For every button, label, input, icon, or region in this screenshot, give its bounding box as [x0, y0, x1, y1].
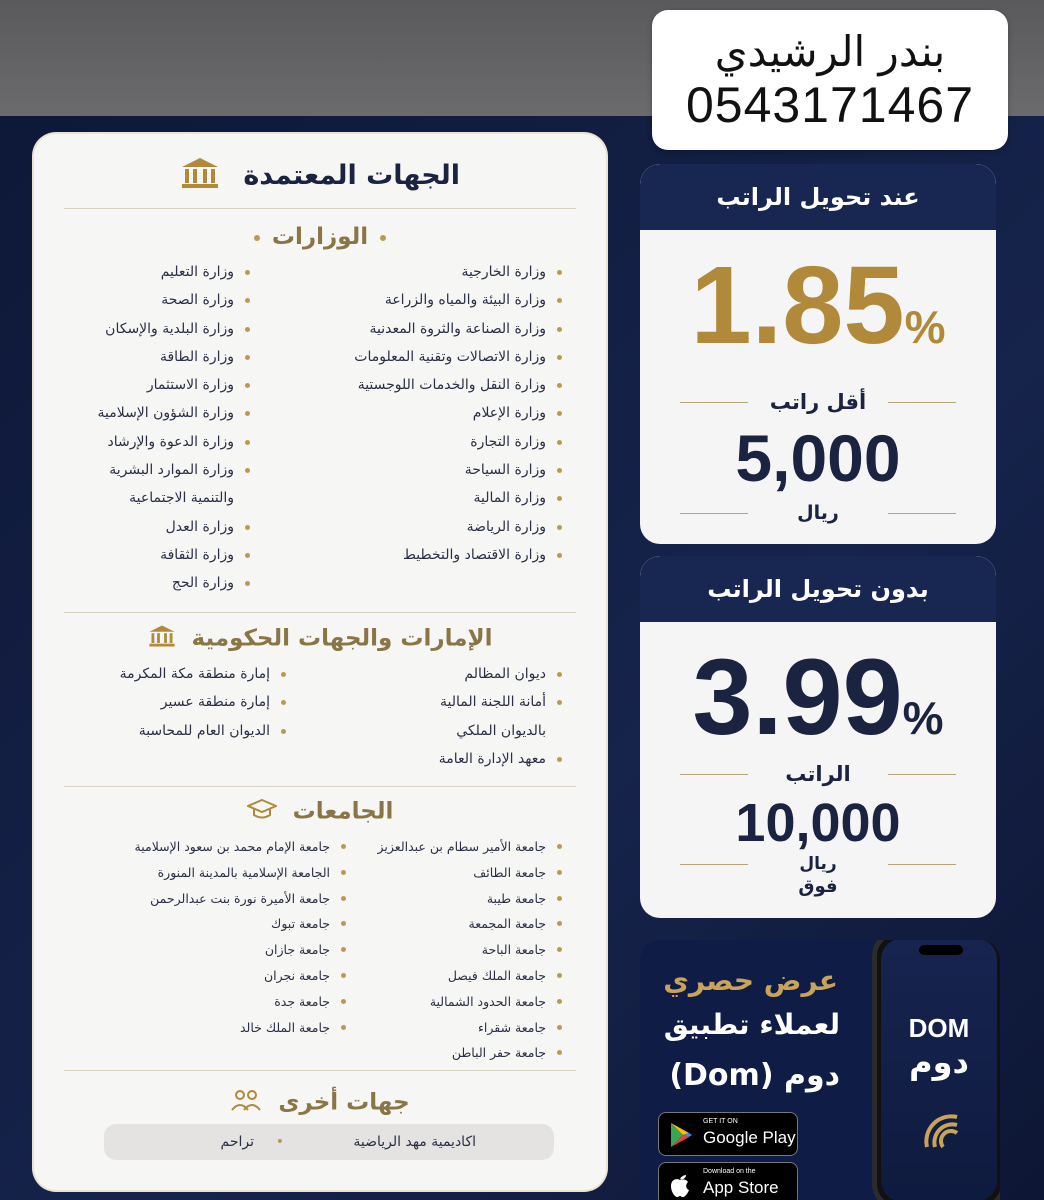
list-item: وزارة الدعوة والإرشاد [97, 428, 252, 456]
promo-subtitle: لعملاء تطبيق [663, 1008, 840, 1041]
list-item: وزارة الخارجية [354, 258, 564, 286]
bank-icon [148, 624, 176, 654]
list-item: الجامعة الإسلامية بالمدينة المنورة [135, 860, 348, 886]
emirates-list-left [120, 660, 288, 745]
phone-screen [881, 940, 997, 1200]
list-item: وزارة الصناعة والثروة المعدنية [354, 315, 564, 343]
google-play-icon [669, 1122, 693, 1152]
contact-card [652, 10, 1008, 150]
emirates-title-row [34, 624, 606, 654]
with-transfer-card [640, 164, 996, 544]
divider [64, 208, 576, 209]
list-item: جامعة حفر الباطن [378, 1040, 564, 1066]
list-item: وزارة الثقافة [97, 541, 252, 569]
without-transfer-rate: 3.99 [692, 636, 903, 757]
list-item: ديوان المظالم [439, 660, 564, 688]
people-icon [230, 1088, 262, 1118]
percent-sign: % [902, 692, 944, 744]
list-item: جامعة شقراء [378, 1015, 564, 1041]
ministries-list-right [354, 258, 564, 569]
list-item: إمارة منطقة عسير [120, 688, 288, 716]
list-item: وزارة الصحة [97, 286, 252, 314]
list-item: جامعة نجران [135, 963, 348, 989]
ministries-title-row [34, 224, 606, 250]
universities-list-left [135, 834, 348, 1040]
list-item: جامعة جازان [135, 937, 348, 963]
google-play-button[interactable] [658, 1112, 798, 1156]
list-item: وزارة الاستثمار [97, 371, 252, 399]
list-item: والتنمية الاجتماعية [129, 490, 234, 507]
list-item: الديوان العام للمحاسبة [120, 717, 288, 745]
list-item: وزارة النقل والخدمات اللوجستية [354, 371, 564, 399]
min-salary-amount: 5,000 [735, 421, 901, 495]
min-salary-label: أقل راتب [680, 390, 956, 414]
list-item: جامعة الأميرة نورة بنت عبدالرحمن [135, 886, 348, 912]
universities-title-row [34, 798, 606, 826]
divider [64, 786, 576, 787]
apple-icon [669, 1172, 691, 1200]
salary-amount: 10,000 [735, 793, 901, 853]
list-item: جامعة الحدود الشمالية [378, 989, 564, 1015]
list-item: وزارة الطاقة [97, 343, 252, 371]
salary-label: الراتب [680, 762, 956, 786]
dom-mark-icon [917, 1107, 967, 1161]
universities-list-right [378, 834, 564, 1066]
list-item: وزارة العدل [97, 513, 252, 541]
above-label: فوق [798, 876, 838, 897]
dom-logo-ar: دوم [909, 1043, 969, 1081]
list-item: جامعة تبوك [135, 911, 348, 937]
others-item: اكاديمية مهد الرياضية [353, 1134, 476, 1150]
ministries-list-left [97, 258, 252, 598]
phone-notch [919, 945, 963, 955]
others-title: جهات أخرى [278, 1089, 410, 1116]
list-item: وزارة المالية [354, 484, 564, 512]
app-store-small: Download on the [703, 1168, 756, 1175]
approved-entities-panel [34, 134, 606, 1190]
list-item: وزارة التعليم [97, 258, 252, 286]
list-item: معهد الإدارة العامة [439, 745, 564, 773]
list-item: وزارة الاتصالات وتقنية المعلومات [354, 343, 564, 371]
list-item: جامعة الملك خالد [135, 1015, 348, 1041]
phone-mockup [872, 940, 1000, 1200]
dom-logo-en: DOM [908, 1013, 970, 1043]
graduation-cap-icon [247, 798, 277, 826]
panel-title: الجهات المعتمدة [243, 160, 461, 191]
without-transfer-card [640, 556, 996, 918]
universities-title: الجامعات [292, 798, 394, 825]
list-item: وزارة الإعلام [354, 399, 564, 427]
list-item: جامعة الإمام محمد بن سعود الإسلامية [135, 834, 348, 860]
without-transfer-header: بدون تحويل الراتب [640, 556, 996, 622]
bank-icon [180, 156, 220, 197]
list-item: جامعة الأمير سطام بن عبدالعزيز [378, 834, 564, 860]
list-item: وزارة التجارة [354, 428, 564, 456]
currency-label: ريال [680, 502, 956, 524]
list-item: بالديوان الملكي [456, 722, 546, 739]
list-item: وزارة الرياضة [354, 513, 564, 541]
emirates-list-right [439, 660, 564, 773]
divider [64, 1070, 576, 1071]
percent-sign: % [904, 301, 946, 353]
currency-label: ريال [680, 854, 956, 874]
list-item: وزارة البيئة والمياه والزراعة [354, 286, 564, 314]
google-play-small: GET IT ON [703, 1118, 738, 1125]
app-store-button[interactable] [658, 1162, 798, 1200]
promo-title: عرض حصري [663, 964, 838, 997]
promo-app-name: دوم (Dom) [669, 1058, 840, 1093]
list-item: وزارة الشؤون الإسلامية [97, 399, 252, 427]
app-store-label: App Store [703, 1178, 779, 1197]
list-item: جامعة الملك فيصل [378, 963, 564, 989]
without-transfer-rate-row [640, 638, 996, 756]
others-bar: اكاديمية مهد الرياضية تراحم • [104, 1124, 554, 1160]
panel-title-row [34, 156, 606, 197]
with-transfer-header: عند تحويل الراتب [640, 164, 996, 230]
list-item: وزارة الاقتصاد والتخطيط [354, 541, 564, 569]
with-transfer-rate: 1.85 [690, 244, 905, 367]
list-item: وزارة الحج [97, 569, 252, 597]
list-item: أمانة اللجنة المالية [439, 688, 564, 716]
list-item: جامعة المجمعة [378, 911, 564, 937]
google-play-label: Google Play [703, 1128, 796, 1147]
with-transfer-rate-row [640, 246, 996, 366]
list-item: جامعة الباحة [378, 937, 564, 963]
list-item: جامعة طيبة [378, 886, 564, 912]
list-item: إمارة منطقة مكة المكرمة [120, 660, 288, 688]
contact-name: بندر الرشيدي [714, 27, 946, 76]
list-item: جامعة الطائف [378, 860, 564, 886]
emirates-title: الإمارات والجهات الحكومية [191, 625, 493, 652]
others-title-row [34, 1088, 606, 1118]
dom-promo [640, 940, 1000, 1200]
list-item: وزارة الموارد البشرية [97, 456, 252, 484]
list-item: وزارة البلدية والإسكان [97, 315, 252, 343]
list-item: جامعة جدة [135, 989, 348, 1015]
divider [64, 612, 576, 613]
contact-phone: 0543171467 [685, 77, 975, 133]
ministries-title: الوزارات [271, 224, 369, 250]
list-item: وزارة السياحة [354, 456, 564, 484]
others-item: تراحم [220, 1134, 254, 1150]
